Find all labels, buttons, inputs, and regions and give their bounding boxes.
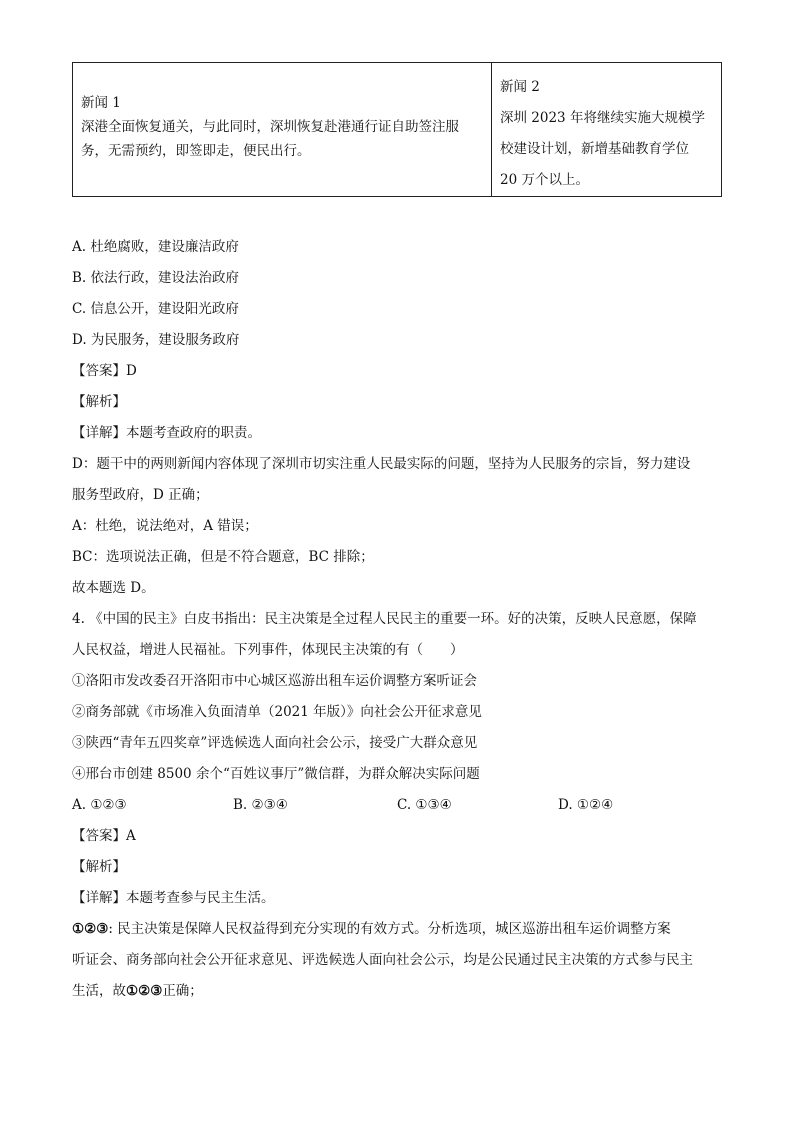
q3-explanation-line: 故本题选 D。 — [72, 580, 155, 596]
q4-choices — [72, 790, 732, 821]
q3-analysis-label: 【解析】 — [72, 394, 126, 410]
q4-detail: 【详解】本题考查参与民主生活。 — [72, 890, 275, 906]
q4-choice-d: D. ①②④ — [558, 797, 614, 813]
q3-option-d: D. 为民服务，建设服务政府 — [72, 332, 240, 348]
q3-explanation-line: 服务型政府，D 正确； — [72, 487, 209, 503]
q4-item-4: ④邢台市创建 8500 余个“百姓议事厅”微信群，为群众解决实际问题 — [72, 766, 480, 782]
news-2-title: 新闻 2 — [500, 79, 540, 95]
q3-option-b: B. 依法行政，建设法治政府 — [72, 270, 240, 286]
q4-explanation-last-bold: ①②③ — [126, 983, 163, 999]
news-table — [72, 62, 722, 197]
q4-choice-a: A. ①②③ — [72, 797, 127, 813]
news-2-cell — [492, 63, 722, 197]
q4-explanation-line — [72, 914, 732, 945]
q4-explanation-last-post: 正确； — [162, 983, 203, 999]
news-1-line: 深港全面恢复通关，与此同时，深圳恢复赴港通行证自助签注服 — [81, 119, 459, 135]
q4-stem-line: 人民权益，增进人民福祉。下列事件，体现民主决策的有（ ） — [72, 642, 464, 658]
q3-explanation-line: A：杜绝，说法绝对，A 错误； — [72, 518, 258, 534]
news-1-title: 新闻 1 — [81, 95, 121, 111]
q3-answer: 【答案】D — [72, 363, 137, 379]
news-1-line: 务，无需预约，即签即走，便民出行。 — [81, 143, 311, 159]
news-2-line: 深圳 2023 年将继续实施大规模学 — [500, 110, 705, 126]
q4-answer: 【答案】A — [72, 828, 136, 844]
q4-stem-line: 4. 《中国的民主》白皮书指出：民主决策是全过程人民民主的重要一环。好的决策，反映人民意愿，保障 — [72, 611, 697, 627]
q4-explanation-last-pre: 生活，故 — [72, 983, 126, 999]
document-body — [72, 232, 732, 1007]
news-2-line: 校建设计划，新增基础教育学位 — [500, 141, 689, 157]
q3-option-c: C. 信息公开，建设阳光政府 — [72, 301, 239, 317]
q3-explanation-line: D：题干中的两则新闻内容体现了深圳市切实注重人民最实际的问题，坚持为人民服务的宗旨，努力建设 — [72, 456, 691, 472]
q4-explanation-line — [72, 976, 732, 1007]
q4-choice-b: B. ②③④ — [233, 797, 288, 813]
q3-option-a: A. 杜绝腐败，建设廉洁政府 — [72, 239, 239, 255]
q3-explanation-line: BC：选项说法正确，但是不符合题意，BC 排除； — [72, 549, 374, 565]
q4-analysis-label: 【解析】 — [72, 859, 126, 875]
q4-item-1: ①洛阳市发改委召开洛阳市中心城区巡游出租车运价调整方案听证会 — [72, 673, 477, 689]
q4-explanation-line: 听证会、商务部向社会公开征求意见、评选候选人面向社会公示，均是公民通过民主决策的方式参与民主 — [72, 952, 693, 968]
news-2-line: 20 万个以上。 — [500, 172, 589, 188]
q4-item-2: ②商务部就《市场准入负面清单（2021 年版）》向社会公开征求意见 — [72, 704, 482, 720]
q4-choice-c: C. ①③④ — [397, 797, 452, 813]
q4-explanation-first: : 民主决策是保障人民权益得到充分实现的有效方式。分析选项，城区巡游出租车运价调整方案 — [108, 921, 671, 937]
q4-item-3: ③陕西“青年五四奖章”评选候选人面向社会公示，接受广大群众意见 — [72, 735, 478, 751]
q4-explanation-lead: ①②③ — [72, 921, 109, 937]
q3-detail: 【详解】本题考查政府的职责。 — [72, 425, 261, 441]
news-1-cell — [73, 63, 492, 197]
